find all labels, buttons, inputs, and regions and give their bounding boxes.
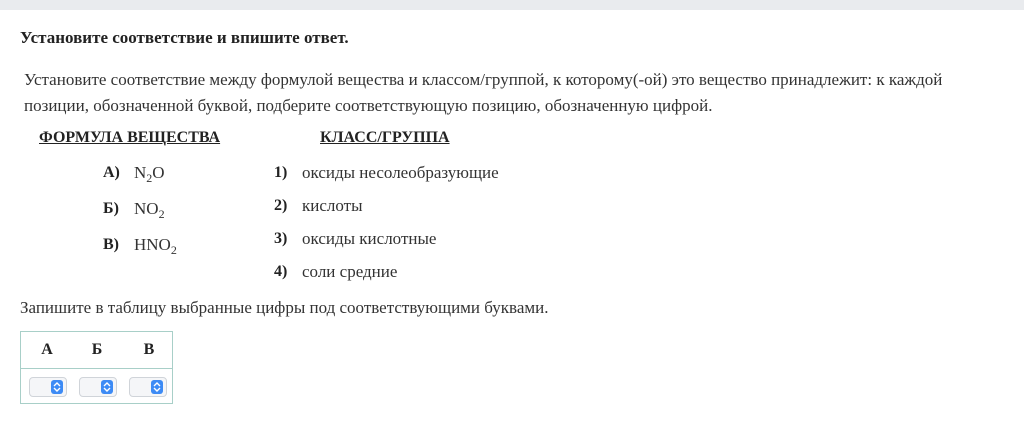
option-text-3: оксиды кислотные (302, 229, 437, 248)
option-number-1: 1) (274, 164, 288, 181)
select-arrows-icon (101, 380, 113, 394)
top-bar (0, 0, 1024, 10)
left-column-title: ФОРМУЛА ВЕЩЕСТВА (39, 129, 221, 146)
formula-letter-v: В) (103, 236, 119, 253)
answer-select-a[interactable] (29, 377, 67, 397)
answer-header-v: В (143, 341, 155, 358)
option-number-4: 4) (274, 263, 288, 280)
page-heading: Установите соответствие и впишите ответ. (20, 28, 349, 47)
formula-a: $N_2O$ (134, 163, 165, 185)
option-text-1: оксиды несолеобразующие (302, 163, 499, 182)
answer-header-b: Б (91, 341, 103, 358)
answer-select-v[interactable] (129, 377, 167, 397)
answer-table-header (21, 332, 172, 369)
formula-b: $NO_2$ (134, 199, 165, 221)
option-number-2: 2) (274, 197, 288, 214)
select-arrows-icon (51, 380, 63, 394)
select-arrows-icon (151, 380, 163, 394)
right-column-title: КЛАСС/ГРУППА (320, 129, 450, 146)
option-text-4: соли средние (302, 262, 398, 281)
answer-select-b[interactable] (79, 377, 117, 397)
formula-letter-a: А) (103, 164, 120, 181)
answer-header-a: А (41, 341, 53, 358)
answer-table (20, 331, 173, 404)
formula-v: $HNO_2$ (134, 235, 177, 257)
option-text-2: кислоты (302, 196, 363, 215)
task-description: Установите соответствие между формулой вещества и классом/группой, к которому(-ой) это вещество принадлежит: к каждой позиции, обозначенной буквой, подберите соответствующую позицию, обозначенную цифрой. (24, 70, 943, 115)
option-number-3: 3) (274, 230, 288, 247)
formula-letter-b: Б) (103, 200, 119, 217)
answer-instruction: Запишите в таблицу выбранные цифры под соответствующими буквами. (20, 298, 549, 317)
